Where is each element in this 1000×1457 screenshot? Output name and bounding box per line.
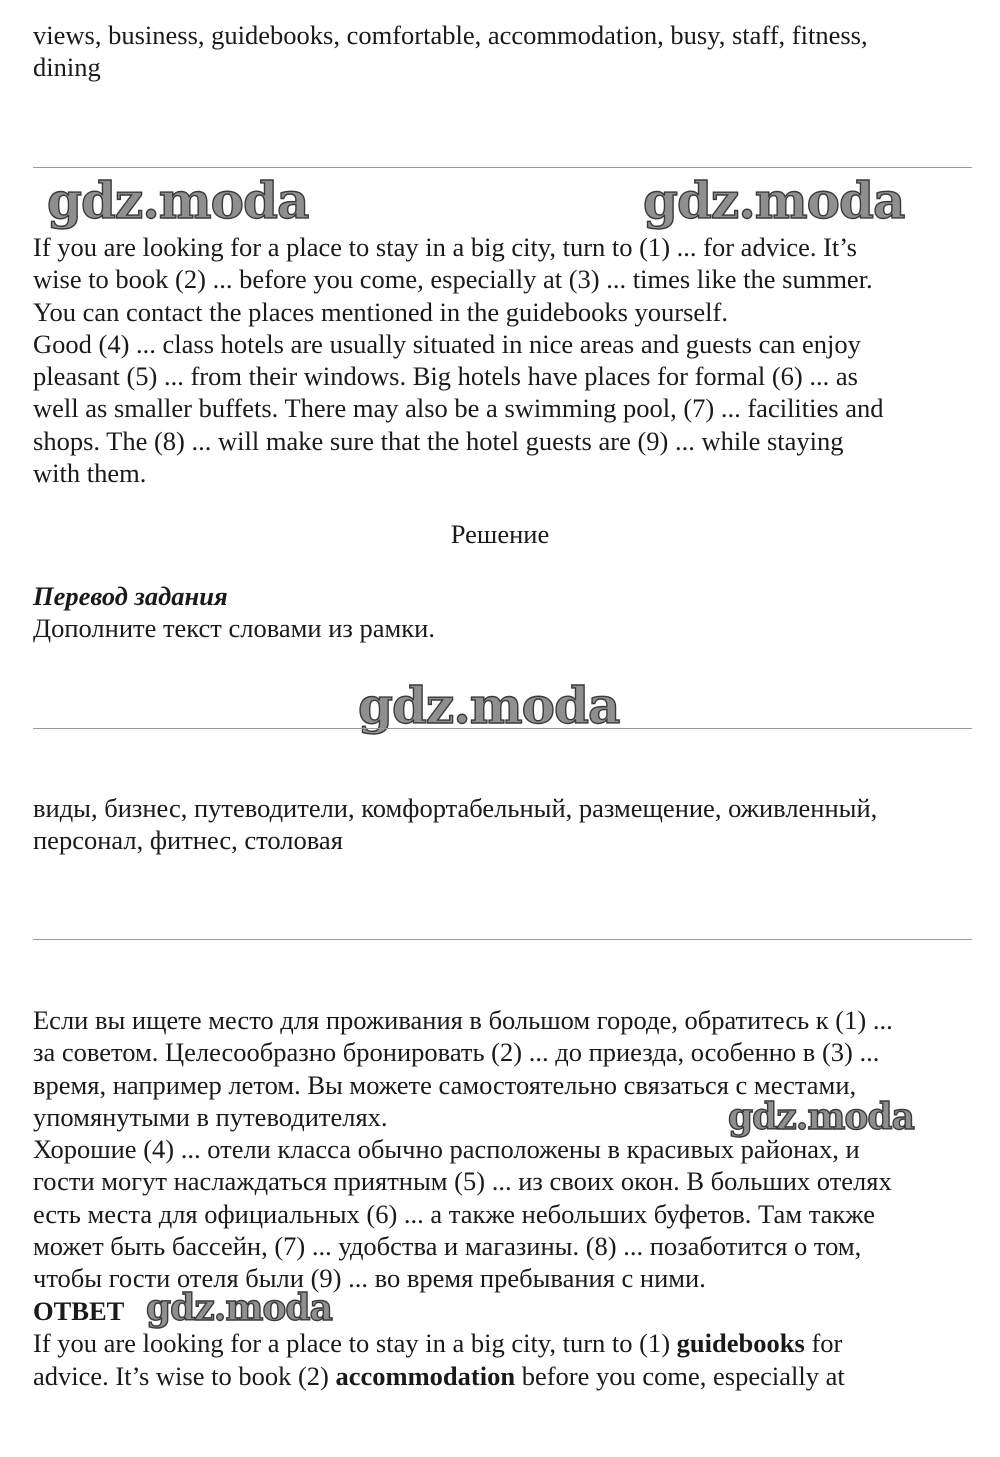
watermark-logo: gdz.moda (47, 171, 309, 230)
watermark-logo: gdz.moda (358, 676, 620, 735)
answer-text: advice. It’s wise to book (2) (33, 1360, 336, 1391)
task-text-ru-line: чтобы гости отеля были (9) ... во время пребывания с ними. (33, 1263, 706, 1294)
answer-heading: ОТВЕТ (33, 1296, 125, 1326)
divider (33, 939, 972, 940)
task-text-ru-line: упомянутыми в путеводителях. (33, 1101, 388, 1132)
task-text-ru-line: Если вы ищете место для проживания в большом городе, обратитесь к (1) ... (33, 1005, 893, 1035)
answer-line (33, 1360, 972, 1392)
answer-line (33, 1327, 972, 1359)
task-text-line: with them. (33, 458, 147, 489)
task-text-ru-line: время, например летом. Вы можете самостоятельно связаться с местами, (33, 1069, 857, 1100)
task-text-line: pleasant (5) ... from their windows. Big hotels have places for formal (6) ... as (33, 361, 858, 392)
word-box-ru (33, 792, 972, 857)
answer-word: accommodation (335, 1360, 516, 1391)
translation-instruction: Дополните текст словами из рамки. (33, 613, 435, 644)
word-box-ru-line: персонал, фитнес, столовая (33, 825, 343, 856)
watermark-logo: gdz.moda (146, 1287, 332, 1329)
task-text-ru-line: может быть бассейн, (7) ... удобства и магазины. (8) ... позаботится о том, (33, 1231, 862, 1262)
answer-text: for (804, 1328, 843, 1359)
task-text-ru-line: за советом. Целесообразно бронировать (2) ... до приезда, особенно в (3) ... (33, 1037, 880, 1068)
translation-heading: Перевод задания (33, 581, 228, 611)
answer-text: before you come, especially at (515, 1360, 845, 1391)
task-text-line: well as smaller buffets. There may also be a swimming pool, (7) ... facilities and (33, 393, 884, 424)
task-text-line: You can contact the places mentioned in the guidebooks yourself. (33, 296, 728, 327)
task-text-ru (33, 1004, 972, 1295)
task-text-line: If you are looking for a place to stay in a big city, turn to (1) ... for advice. It’s (33, 232, 857, 262)
task-text-line: wise to book (2) ... before you come, especially at (3) ... times like the summer. (33, 264, 873, 295)
answer-word: guidebooks (676, 1328, 805, 1359)
task-text-ru-line: гости могут наслаждаться приятным (5) ... из своих окон. В больших отелях (33, 1166, 892, 1197)
divider (33, 728, 972, 729)
answer-text: If you are looking for a place to stay in a big city, turn to (1) (33, 1328, 677, 1359)
task-text-ru-line: есть места для официальных (6) ... а также небольших буфетов. Там также (33, 1198, 875, 1229)
watermark-logo: gdz.moda (643, 171, 905, 230)
word-box-ru-line: виды, бизнес, путеводители, комфортабельный, размещение, оживленный, (33, 793, 878, 823)
divider (33, 167, 972, 168)
word-box (33, 19, 972, 84)
word-box-line: dining (33, 52, 101, 83)
translation-section (33, 580, 972, 645)
task-text-ru-line: Хорошие (4) ... отели класса обычно расположены в красивых районах, и (33, 1134, 860, 1165)
solution-heading: Решение (450, 519, 550, 549)
word-box-line: views, business, guidebooks, comfortable, accommodation, busy, staff, fitness, (33, 20, 868, 50)
task-text (33, 231, 972, 489)
watermark-logo: gdz.moda (728, 1096, 914, 1138)
task-text-line: Good (4) ... class hotels are usually situated in nice areas and guests can enjoy (33, 328, 861, 359)
task-text-line: shops. The (8) ... will make sure that the hotel guests are (9) ... while staying (33, 425, 844, 456)
